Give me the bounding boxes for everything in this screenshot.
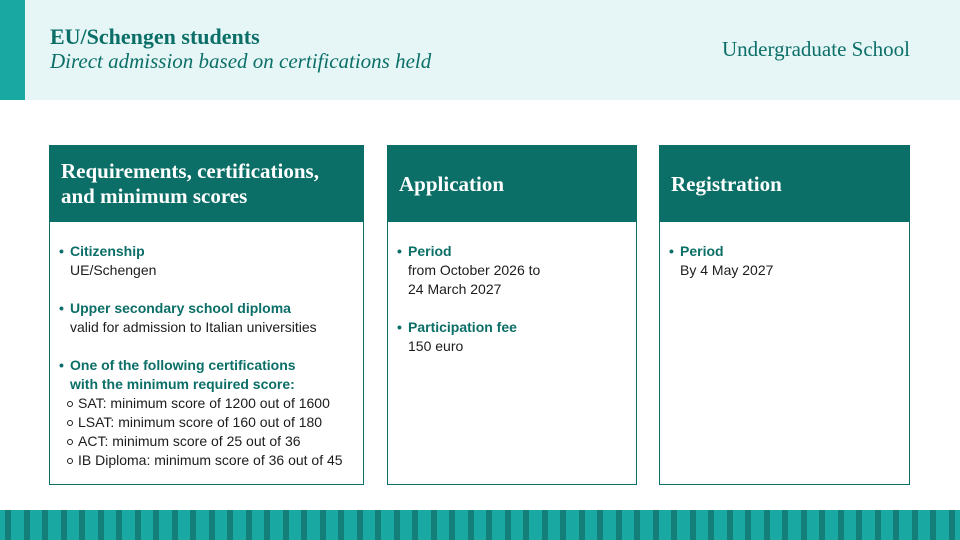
footer-stripe (653, 510, 659, 540)
certification-lsat: LSAT: minimum score of 160 out of 180 (67, 413, 363, 432)
footer-stripe (708, 510, 714, 540)
footer-stripe (875, 510, 881, 540)
footer-decorative-band (0, 510, 960, 540)
footer-stripe (320, 510, 326, 540)
certifications-title-line2: with the minimum required score: (70, 376, 295, 392)
footer-stripe (209, 510, 215, 540)
list-item (669, 242, 909, 280)
footer-stripe (616, 510, 622, 540)
footer-stripe (912, 510, 918, 540)
footer-stripe (301, 510, 307, 540)
participation-fee-title: • Participation fee (397, 318, 636, 337)
registration-card (659, 145, 910, 485)
certifications-title-line1: • One of the following certifications (70, 357, 296, 373)
footer-stripe (116, 510, 122, 540)
footer-stripe (227, 510, 233, 540)
footer-stripe (690, 510, 696, 540)
citizenship-text: UE/Schengen (70, 262, 157, 278)
requirements-heading-line1: Requirements, certifications, (61, 159, 319, 183)
application-card-body (388, 222, 636, 356)
footer-stripe (764, 510, 770, 540)
footer-stripe (560, 510, 566, 540)
application-card-heading: Application (388, 146, 636, 222)
footer-stripe (856, 510, 862, 540)
certifications-title (59, 356, 363, 394)
footer-stripe (42, 510, 48, 540)
footer-stripe (819, 510, 825, 540)
footer-stripe (172, 510, 178, 540)
registration-period-text: By 4 May 2027 (680, 262, 774, 278)
footer-stripe (338, 510, 344, 540)
diploma-title: • Upper secondary school diploma (59, 299, 363, 318)
footer-stripe (375, 510, 381, 540)
application-period-line1: from October 2026 to (408, 262, 541, 278)
footer-stripe (745, 510, 751, 540)
list-item (59, 299, 363, 337)
list-item (59, 242, 363, 280)
footer-stripe (394, 510, 400, 540)
list-item (397, 242, 636, 299)
footer-stripe (412, 510, 418, 540)
certification-ib: IB Diploma: minimum score of 36 out of 45 (67, 451, 363, 470)
school-name: Undergraduate School (722, 37, 910, 61)
list-item (59, 356, 363, 470)
footer-stripe (893, 510, 899, 540)
requirements-heading-line2: and minimum scores (61, 184, 248, 208)
footer-stripe (671, 510, 677, 540)
registration-period-title: • Period (669, 242, 909, 261)
footer-stripe (801, 510, 807, 540)
diploma-text: valid for admission to Italian universities (70, 319, 317, 335)
footer-stripe (190, 510, 196, 540)
footer-stripe (449, 510, 455, 540)
requirements-card (49, 145, 364, 485)
footer-stripe (782, 510, 788, 540)
application-card (387, 145, 637, 485)
footer-stripe (24, 510, 30, 540)
requirements-card-body (50, 222, 363, 470)
footer-stripe (838, 510, 844, 540)
footer-stripe (5, 510, 11, 540)
page-title: EU/Schengen students (50, 24, 260, 49)
application-period-title: • Period (397, 242, 636, 261)
certification-sat: SAT: minimum score of 1200 out of 1600 (67, 394, 363, 413)
citizenship-title: • Citizenship (59, 242, 363, 261)
page-subtitle: Direct admission based on certifications held (50, 49, 432, 73)
registration-card-heading: Registration (660, 146, 909, 222)
certification-act: ACT: minimum score of 25 out of 36 (67, 432, 363, 451)
footer-stripe (597, 510, 603, 540)
certifications-list (59, 394, 363, 470)
footer-stripe (579, 510, 585, 540)
footer-stripe (431, 510, 437, 540)
footer-stripe (949, 510, 955, 540)
footer-stripe (79, 510, 85, 540)
participation-fee-text: 150 euro (408, 338, 464, 354)
footer-stripe (135, 510, 141, 540)
header-banner (0, 0, 960, 100)
application-period-line2: 24 March 2027 (408, 281, 502, 297)
footer-stripe (523, 510, 529, 540)
footer-stripe (486, 510, 492, 540)
header-accent-bar (0, 0, 25, 100)
footer-stripe (61, 510, 67, 540)
footer-stripe (930, 510, 936, 540)
list-item (397, 318, 636, 356)
footer-stripe (246, 510, 252, 540)
footer-stripe (542, 510, 548, 540)
footer-stripe (357, 510, 363, 540)
footer-stripe (634, 510, 640, 540)
footer-stripe (153, 510, 159, 540)
footer-stripe (727, 510, 733, 540)
footer-stripe (468, 510, 474, 540)
footer-stripe (264, 510, 270, 540)
footer-stripe (283, 510, 289, 540)
footer-stripe (98, 510, 104, 540)
registration-card-body (660, 222, 909, 280)
footer-stripe (505, 510, 511, 540)
requirements-card-heading (50, 146, 363, 222)
